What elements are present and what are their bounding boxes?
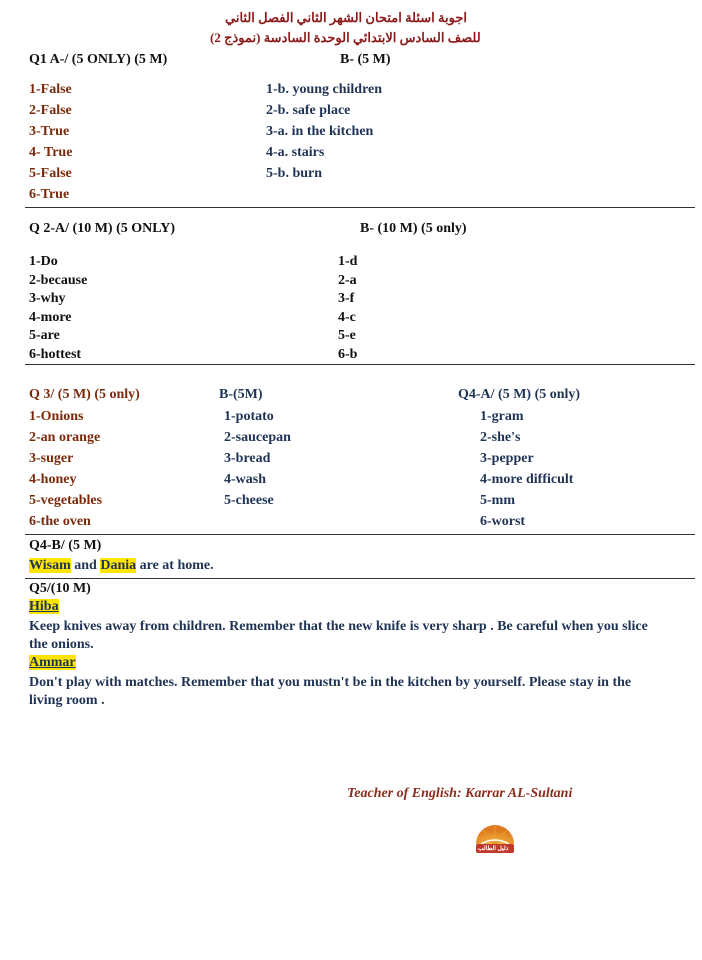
list-item: 5-cheese [224,493,274,508]
q5-name-1 [29,599,59,615]
q5-title: Q5/(10 M) [29,581,91,596]
q5-paragraph-1: Keep knives away from children. Remember that the new knife is very sharp . Be careful when you slice the onions. [29,619,648,652]
list-item: 3-a. in the kitchen [266,124,374,139]
q5-name-2 [29,655,76,671]
list-item: 5-mm [480,493,515,508]
list-item: 4-c [338,309,356,325]
q4a-title: Q4-A/ (5 M) (5 only) [458,387,581,402]
divider [25,364,695,365]
list-item: 2-an orange [29,430,101,445]
q2-b-title: B- (10 M) (5 only) [360,221,467,236]
list-item: 3-True [29,124,70,139]
q2-a-title: Q 2-A/ (10 M) (5 ONLY) [29,221,176,236]
list-item: 4-a. stairs [266,145,325,160]
list-item: 1-Onions [29,409,84,424]
list-item: 2-saucepan [224,430,291,445]
list-item: 6-the oven [29,514,91,529]
list-item: 1-b. young children [266,82,383,97]
list-item: 5-b. burn [266,166,323,181]
list-item: 2-b. safe place [266,103,351,118]
list-item: 5-are [29,328,60,343]
q3-b-answer-list [224,406,291,511]
list-item: 4-wash [224,472,267,487]
list-item: 1-gram [480,409,524,424]
list-item: 1-False [29,82,72,97]
list-item: 6-True [29,187,70,202]
list-item: 4-honey [29,472,77,487]
list-item: 4-more difficult [480,472,574,487]
logo-text: دليل الطالب [478,846,509,852]
header-line-1: اجوبة اسئلة امتحان الشهر الثاني الفصل الثاني [225,10,467,25]
list-item: 5-vegetables [29,493,103,508]
teacher-signature: Teacher of English: Karrar AL-Sultani [347,786,573,801]
list-item: 4- True [29,145,73,160]
list-item: 6-worst [480,514,526,529]
list-item: 1-potato [224,409,274,424]
q4b-title: Q4-B/ (5 M) [29,538,102,553]
list-item: 3-pepper [480,451,534,466]
q1-a-title: Q1 A-/ (5 ONLY) (5 M) [29,52,168,67]
highlighted-name: Wisam [29,558,71,573]
list-item: 5-e [338,328,356,343]
list-item: 2-she's [480,430,521,445]
q1-b-answer-list [266,79,382,184]
q5-paragraph-2: Don't play with matches. Remember that you mustn't be in the kitchen by yourself. Please stay in the living room . [29,675,632,708]
q4a-answer-list [480,406,573,532]
q3-b-title: B-(5M) [219,387,263,402]
list-item: 3-bread [224,451,271,466]
list-item: 6-hottest [29,346,82,362]
list-item: 6-b [338,346,358,362]
list-item: 1-Do [29,254,58,269]
list-item: 3-why [29,291,66,306]
highlighted-name: Dania [100,558,137,573]
list-item: 2-because [29,272,88,288]
q3-a-answer-list [29,406,102,532]
answer-text: and [70,558,101,573]
list-item: 1-d [338,254,358,269]
list-item: 3-suger [29,451,74,466]
divider [25,578,695,579]
q3-a-title: Q 3/ (5 M) (5 only) [29,387,140,402]
list-item: 2-a [338,272,357,288]
list-item: 3-f [338,291,355,306]
highlighted-name: Ammar [29,655,76,670]
q2-b-answer-list [338,253,357,364]
answer-text: are at home. [136,558,214,573]
q4b-answer [29,558,214,574]
q1-b-title: B- (5 M) [340,52,391,67]
divider [25,534,695,535]
q2-a-answer-list [29,253,87,364]
divider [25,207,695,208]
list-item: 2-False [29,103,72,118]
highlighted-name: Hiba [29,599,59,614]
list-item: 5-False [29,166,72,181]
list-item: 4-more [29,309,72,325]
header-line-2: للصف السادس الابتدائي الوحدة السادسة (نموذج 2) [210,30,481,45]
q1-a-answer-list [29,79,72,205]
